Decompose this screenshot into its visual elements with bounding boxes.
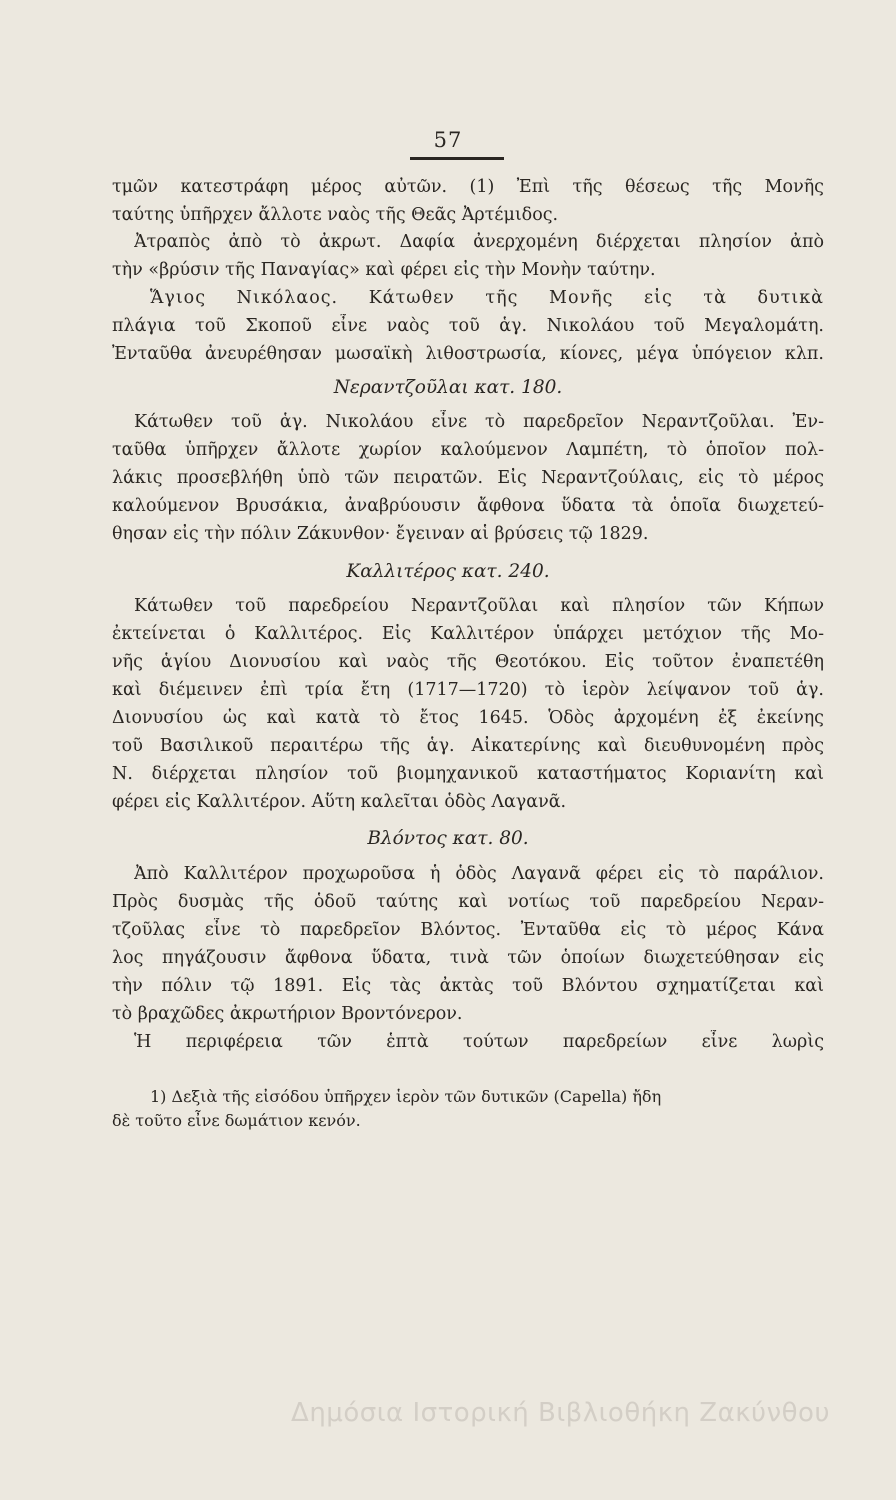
text-line: νῆς ἁγίου Διονυσίου καὶ ναὸς τῆς Θεοτόκου. Εἰς τοῦτον ἐναπετέθη [112, 652, 824, 672]
text-line: Πρὸς δυσμὰς τῆς ὁδοῦ ταύτης καὶ νοτίως τοῦ παρεδρείου Νεραν- [112, 892, 824, 912]
section-heading: Βλόντος κατ. 80. [367, 828, 529, 849]
text-line: λάκις προσεβλήθη ὑπὸ τῶν πειρατῶν. Εἰς Νεραντζούλαις, εἰς τὸ μέρος [112, 468, 824, 488]
text-line: Ἀτραπὸς ἀπὸ τὸ ἀκρωτ. Δαφία ἀνερχομένη διέρχεται πλησίον ἀπὸ [134, 232, 824, 252]
text-line: φέρει εἰς Καλλιτέρον. Αὕτη καλεῖται ὁδὸς Λαγανᾶ. [112, 792, 567, 812]
text-line: καὶ διέμεινεν ἐπὶ τρία ἔτη (1717—1720) τὸ ἱερὸν λείψανον τοῦ ἁγ. [112, 680, 824, 700]
text-line: τζοῦλας εἶνε τὸ παρεδρεῖον Βλόντος. Ἐνταῦθα εἰς τὸ μέρος Κάνα [112, 920, 824, 940]
text-line: Κάτωθεν τοῦ ἁγ. Νικολάου εἶνε τὸ παρεδρεῖον Νεραντζοῦλαι. Ἐν- [134, 412, 824, 432]
footnote-line: 1) Δεξιὰ τῆς εἰσόδου ὑπῆρχεν ἱερὸν τῶν δυτικῶν (Capella) ἤδη [150, 1087, 662, 1106]
text-line: θησαν εἰς τὴν πόλιν Ζάκυνθον· ἔγειναν αἱ βρύσεις τῷ 1829. [112, 524, 649, 544]
footnote-line: δὲ τοῦτο εἶνε δωμάτιον κενόν. [112, 1111, 361, 1130]
text-line: Κάτωθεν τοῦ παρεδρείου Νεραντζοῦλαι καὶ πλησίον τῶν Κήπων [134, 596, 824, 616]
page-number-rule [410, 157, 504, 160]
text-line: Ἀπὸ Καλλιτέρον προχωροῦσα ἡ ὁδὸς Λαγανᾶ φέρει εἰς τὸ παράλιον. [134, 864, 824, 884]
text-line: ταῦθα ὑπῆρχεν ἄλλοτε χωρίον καλούμενον Λαμπέτη, τὸ ὁποῖον πολ- [112, 440, 824, 460]
text-line: τὴν πόλιν τῷ 1891. Εἰς τὰς ἀκτὰς τοῦ Βλόντου σχηματίζεται καὶ [112, 976, 824, 996]
text-line: τμῶν κατεστράφη μέρος αὐτῶν. (1) Ἐπὶ τῆς θέσεως τῆς Μονῆς [112, 177, 824, 197]
text-line: Ἡ περιφέρεια τῶν ἑπτὰ τούτων παρεδρείων εἶνε λωρὶς [134, 1032, 824, 1052]
text-line: Διονυσίου ὡς καὶ κατὰ τὸ ἔτος 1645. Ὁδὸς ἀρχομένη ἐξ ἐκείνης [112, 708, 824, 728]
text-line: τὸ βραχῶδες ἀκρωτήριον Βροντόνερον. [112, 1004, 463, 1024]
section-heading: Καλλιτέρος κατ. 240. [346, 561, 550, 582]
section-heading: Νεραντζοῦλαι κατ. 180. [333, 377, 563, 398]
text-line: Ἅγιος Νικόλαος. Κάτωθεν τῆς Μονῆς εἰς τὰ δυτικὰ [150, 288, 824, 308]
page-number: 57 [433, 128, 463, 152]
text-line: τοῦ Βασιλικοῦ περαιτέρω τῆς ἁγ. Αἰκατερίνης καὶ διευθυνομένη πρὸς [112, 736, 824, 756]
text-line: Ν. διέρχεται πλησίον τοῦ βιομηχανικοῦ καταστήματος Κοριανίτη καὶ [112, 764, 824, 784]
text-line: καλούμενον Βρυσάκια, ἀναβρύουσιν ἄφθονα ὕδατα τὰ ὁποῖα διωχετεύ- [112, 496, 824, 516]
text-line: Ἐνταῦθα ἀνευρέθησαν μωσαϊκὴ λιθοστρωσία, κίονες, μέγα ὑπόγειον κλπ. [112, 344, 824, 364]
text-line: ταύτης ὑπῆρχεν ἄλλοτε ναὸς τῆς Θεᾶς Ἀρτέμιδος. [112, 205, 559, 225]
text-line: πλάγια τοῦ Σκοποῦ εἶνε ναὸς τοῦ ἁγ. Νικολάου τοῦ Μεγαλομάτη. [112, 316, 824, 336]
library-watermark: Δημόσια Ιστορική Βιβλιοθήκη Ζακύνθου [291, 1398, 830, 1428]
text-line: τὴν «βρύσιν τῆς Παναγίας» καὶ φέρει εἰς τὴν Μονὴν ταύτην. [112, 260, 656, 280]
text-line: λος πηγάζουσιν ἄφθονα ὕδατα, τινὰ τῶν ὁποίων διωχετεύθησαν εἰς [112, 948, 824, 968]
text-line: ἐκτείνεται ὁ Καλλιτέρος. Εἰς Καλλιτέρον ὑπάρχει μετόχιον τῆς Μο- [112, 624, 824, 644]
